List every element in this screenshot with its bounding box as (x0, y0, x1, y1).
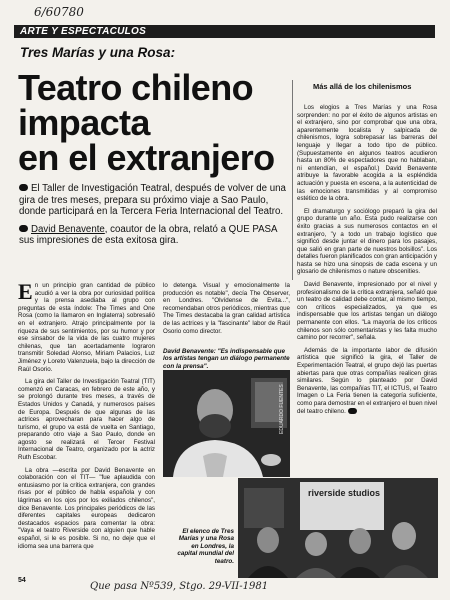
right-paragraph-3: David Benavente, impresionado por el nivel y profesionalismo de la crítica extranjera, señaló que un teatro de calidad debe contar, al mismo tiempo, con críticos especializados, ya que es indispensable que los artistas tengan un diálogo permanente con ellos. "La mayoría de los críticos chilenos son sólo comentaristas y les falta mucho camino por recorrer", señala. (297, 281, 437, 342)
left-column (18, 282, 155, 576)
bullet-icon (19, 225, 28, 232)
photo-cast (238, 478, 438, 578)
lead-name: David Benavente (31, 223, 105, 235)
middle-column (163, 282, 290, 344)
portrait-image (163, 370, 290, 477)
photo-credit: EDUARDO FUENTES (279, 384, 285, 434)
headline-line-2: impacta (18, 102, 150, 143)
headline (18, 67, 288, 178)
handwritten-source-note: Que pasa Nº539, Stgo. 29-VII-1981 (90, 581, 269, 592)
section-banner-label: ARTE Y ESPECTACULOS (20, 26, 147, 37)
handwritten-archive-code: 6/60780 (34, 5, 84, 19)
left-paragraph-2: La gira del Taller de Investigación Teatral (TIT) comenzó en Caracas, en febrero de este año, y se prolongó durante tres meses, a través de Estados Unidos y Canadá, y numerosos países de Europa. Después de que algunas de las actrices aprovecharan para hacer algo de turismo, el grupo va está de vuelta en Santiago, preparando otro viaje a Sao Paulo, donde en agosto se realizará el Tercer Festival Internacional de Teatro, organizado por la actriz Ruth Escobar. (18, 378, 155, 462)
right-paragraph-4-text: Además de la importante labor de difusión artística que significó la gira, el Taller de Experimentación Teatral, el grupo dejó las puertas abiertas para que otras compañías realicen giras similares. Según lo planteado por David Benavente, las compañías TIT, el ICTUS, el Teatro Imagen o La Feria tienen la categoría suficiente, como para demostrar en el extranjero el buen nivel del teatro chileno. (297, 346, 437, 415)
headline-line-3: en el extranjero (18, 137, 275, 178)
right-column-heading: Más allá de los chilenismos (313, 82, 412, 91)
kicker: Tres Marías y una Rosa: (20, 45, 176, 60)
drop-cap: E (18, 282, 33, 304)
right-paragraph-1: Los elogios a Tres Marías y una Rosa sorprenden: no por el éxito de algunos artistas en el extranjero, sino por comprobar que una obra, aparentemente localista y salpicada de chilenismos, logra sobrepasar las barreras del lenguaje y llegar a todo tipo de público. (Supuestamente en algunos teatros acudieron hasta un 80% de espectadores que no hablaban, ni entendían, el español.) David Benavente atribuye la favorable acogida a la espléndida actuación y puesta en escena, a la autenticidad de las emociones transmitidas y al compromiso estético de la obra. (297, 104, 437, 203)
lead-text-2: , coautor de la obra, relató a QUE PASA sus impresiones de esta exitosa gira. (19, 223, 277, 246)
headline-line-1: Teatro chileno (18, 67, 253, 108)
section-banner (14, 25, 435, 38)
middle-paragraph-1: lo detenga. Visual y emocionalmente la producción es notable", decía The Observer, en Londres. "Olvídense de Evita...", recomendaban otros periódicos, mientras que The Times destacaba la gran calidad artística de las actrices y la "fascinante" labor de Raúl Osorio como director. (163, 282, 290, 335)
photo-caption-1: David Benavente: "Es indispensable que los artistas tengan un diálogo permanente con la prensa". (163, 348, 290, 370)
right-paragraph-4 (297, 347, 437, 415)
column-divider (292, 80, 293, 280)
page-number: 54 (18, 577, 26, 584)
left-paragraph-1-text: n un principio gran cantidad de público acudió a ver la obra por curiosidad política y la prensa asediaba al grupo con preguntas de esta índole: The Times and One Rosa (como la llamaron en Inglaterra) sobresalió en el extranjero. Atrajo principalmente por la riqueza de sus sentimientos, por su humor y por ese sinsabor de la vida de las cuatro mujeres chilenas, que tan acertadamente lograron transmitir Soledad Alonso, Miriam Palacios, Luz Jiménez y Loreto Valenzuela, bajo la dirección de Raúl Osorio. (18, 282, 155, 373)
photo-caption-2: El elenco de Tres Marías y una Rosa en Londres, la capital mundial del teatro. (177, 528, 234, 565)
left-paragraph-3: La obra —escrita por David Benavente en colaboración con el TIT— "fue aplaudida con entusiasmo por la crítica extranjera, con grandes risas por el público de habla española y con lágrimas en los ojos por los exiliados chilenos", dice Benavente. Los principales periódicos de las diferentes capitales europeas dedicaron destacados espacios para comentar la obra: "Vaya el teatro Riverside con alguien que hable español, si le es posible. Si no, no deje que el idioma sea una barrera que (18, 466, 155, 550)
right-paragraph-2: El dramaturgo y sociólogo preparó la gira del grupo durante un año. Esta pudo realizarse con éxito gracias a sus numerosos contactos en el extranjero, "y a todo un trabajo logístico que significó desde juntar el dinero para los pasajes, que salió en gran parte de nuestros bolsillos". Los detalles fueron planificados con gran anticipación y hasta se hizo una sinopsis de cada escena y un glosario de chilenismos o nature obscenities. (297, 207, 437, 276)
lead (19, 183, 287, 253)
bullet-icon (19, 184, 28, 191)
riverside-sign: riverside studios (307, 488, 381, 498)
lead-text-1: El Taller de Investigación Teatral, después de volver de una gira de tres meses, prepara su próximo viaje a Sao Paulo, donde participará en la Tercera Feria Internacional del Teatro. (19, 183, 286, 217)
left-paragraph-1 (18, 282, 155, 373)
photo-benavente (163, 370, 290, 477)
lead-paragraph-1 (19, 183, 287, 218)
lead-paragraph-2 (19, 224, 287, 247)
end-mark-icon (348, 408, 357, 414)
right-column (297, 104, 437, 420)
